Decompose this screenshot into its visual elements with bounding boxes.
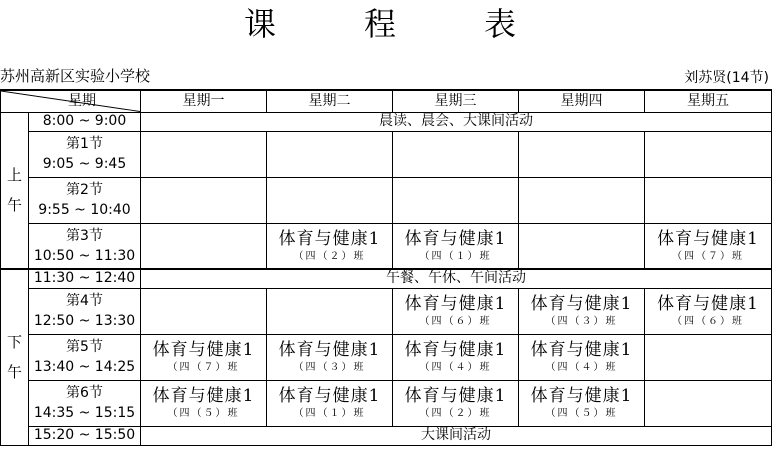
noon-activity-row [1, 269, 772, 288]
half-char: 午 [6, 363, 22, 382]
course-name: 体育与健康1 [657, 228, 759, 249]
teacher-name: 刘苏贤(14节) [684, 70, 769, 86]
period-time: 9:05 ~ 9:45 [42, 156, 127, 172]
activity-time: 11:30 ~ 12:40 [29, 269, 141, 288]
period-time: 12:50 ~ 13:30 [33, 313, 136, 329]
class-cell [645, 223, 772, 269]
activity-time: 8:00 ~ 9:00 [29, 112, 141, 131]
title-char: 程 [364, 5, 397, 43]
course-name: 体育与健康1 [404, 340, 507, 360]
title-char: 课 [244, 5, 277, 43]
day-header-tue: 星期二 [267, 90, 393, 112]
corner-label: 星期 [68, 93, 96, 109]
class-cell [393, 177, 519, 223]
period-time: 13:40 ~ 14:25 [33, 359, 136, 375]
day-header-mon: 星期一 [141, 90, 267, 112]
afternoon-label [1, 269, 29, 445]
class-cell [519, 288, 645, 334]
day-header-fri: 星期五 [645, 90, 772, 112]
class-cell [393, 334, 519, 380]
course-name: 体育与健康1 [404, 228, 507, 249]
period-label [29, 177, 141, 223]
period-name: 第6节 [66, 385, 103, 401]
period-name: 第1节 [66, 136, 103, 152]
class-cell [141, 223, 267, 269]
period-label [29, 223, 141, 269]
class-cell [393, 223, 519, 269]
half-char: 午 [6, 196, 22, 215]
day-header-wed: 星期三 [393, 90, 519, 112]
period-row [1, 223, 772, 269]
period-time: 10:50 ~ 11:30 [33, 247, 136, 264]
corner-cell [1, 90, 141, 112]
period-label [29, 334, 141, 380]
timetable [0, 89, 772, 446]
class-cell [267, 131, 393, 177]
course-name: 体育与健康1 [278, 228, 381, 249]
class-cell [393, 380, 519, 426]
class-cell [519, 334, 645, 380]
class-group: （四（４）班 [419, 362, 492, 373]
class-cell [645, 131, 772, 177]
class-group: （四（１）班 [293, 408, 366, 419]
activity-text: 大课间活动 [141, 426, 772, 445]
period-row [1, 131, 772, 177]
class-cell [393, 288, 519, 334]
period-name: 第2节 [66, 182, 103, 198]
period-label [29, 380, 141, 426]
period-time: 9:55 ~ 10:40 [38, 202, 131, 218]
class-cell [519, 223, 645, 269]
class-group: （四（７）班 [672, 250, 744, 262]
course-name: 体育与健康1 [530, 340, 633, 360]
class-cell [645, 380, 772, 426]
course-name: 体育与健康1 [404, 294, 507, 314]
class-group: （四（２）班 [419, 408, 492, 419]
class-group: （四（７）班 [167, 362, 240, 373]
half-char: 下 [6, 333, 22, 352]
period-row [1, 334, 772, 380]
class-cell [267, 223, 393, 269]
class-cell [645, 177, 772, 223]
period-row [1, 380, 772, 426]
course-name: 体育与健康1 [530, 294, 633, 314]
period-row [1, 288, 772, 334]
class-group: （四（６）班 [672, 316, 744, 327]
period-time: 14:35 ~ 15:15 [33, 405, 136, 421]
period-label [29, 288, 141, 334]
class-cell [267, 177, 393, 223]
class-cell [267, 334, 393, 380]
end-activity-row [1, 426, 772, 445]
class-cell [141, 288, 267, 334]
class-cell [645, 334, 772, 380]
header-row [1, 90, 772, 112]
class-cell [141, 131, 267, 177]
school-name: 苏州高新区实验小学校 [0, 67, 151, 85]
course-name: 体育与健康1 [278, 340, 381, 360]
period-label [29, 131, 141, 177]
title-char: 表 [484, 5, 517, 43]
course-name: 体育与健康1 [530, 386, 633, 406]
class-group: （四（５）班 [167, 408, 240, 419]
half-char: 上 [6, 166, 22, 185]
page-title [0, 4, 773, 44]
class-cell [141, 380, 267, 426]
class-cell [519, 177, 645, 223]
activity-text: 午餐、午休、午间活动 [141, 269, 772, 288]
class-cell [519, 380, 645, 426]
class-cell [645, 288, 772, 334]
class-cell [141, 177, 267, 223]
morning-label [1, 112, 29, 269]
class-group: （四（４）班 [545, 362, 618, 373]
day-header-thu: 星期四 [519, 90, 645, 112]
class-group: （四（５）班 [545, 408, 618, 419]
course-name: 体育与健康1 [278, 386, 381, 406]
class-cell [141, 334, 267, 380]
activity-time: 15:20 ~ 15:50 [29, 426, 141, 445]
period-name: 第5节 [66, 339, 103, 355]
class-group: （四（３）班 [293, 362, 366, 373]
period-name: 第4节 [66, 293, 103, 309]
course-name: 体育与健康1 [152, 340, 255, 360]
course-name: 体育与健康1 [152, 386, 255, 406]
class-group: （四（６）班 [419, 316, 492, 327]
class-cell [519, 131, 645, 177]
course-name: 体育与健康1 [404, 386, 507, 406]
course-name: 体育与健康1 [657, 294, 759, 314]
class-group: （四（１）班 [419, 250, 492, 262]
period-name: 第3节 [66, 227, 103, 244]
period-row [1, 177, 772, 223]
morning-activity-row [1, 112, 772, 131]
class-cell [393, 131, 519, 177]
class-cell [267, 288, 393, 334]
class-cell [267, 380, 393, 426]
class-group: （四（３）班 [545, 316, 618, 327]
class-group: （四（２）班 [293, 250, 366, 262]
activity-text: 晨读、晨会、大课间活动 [141, 112, 772, 131]
